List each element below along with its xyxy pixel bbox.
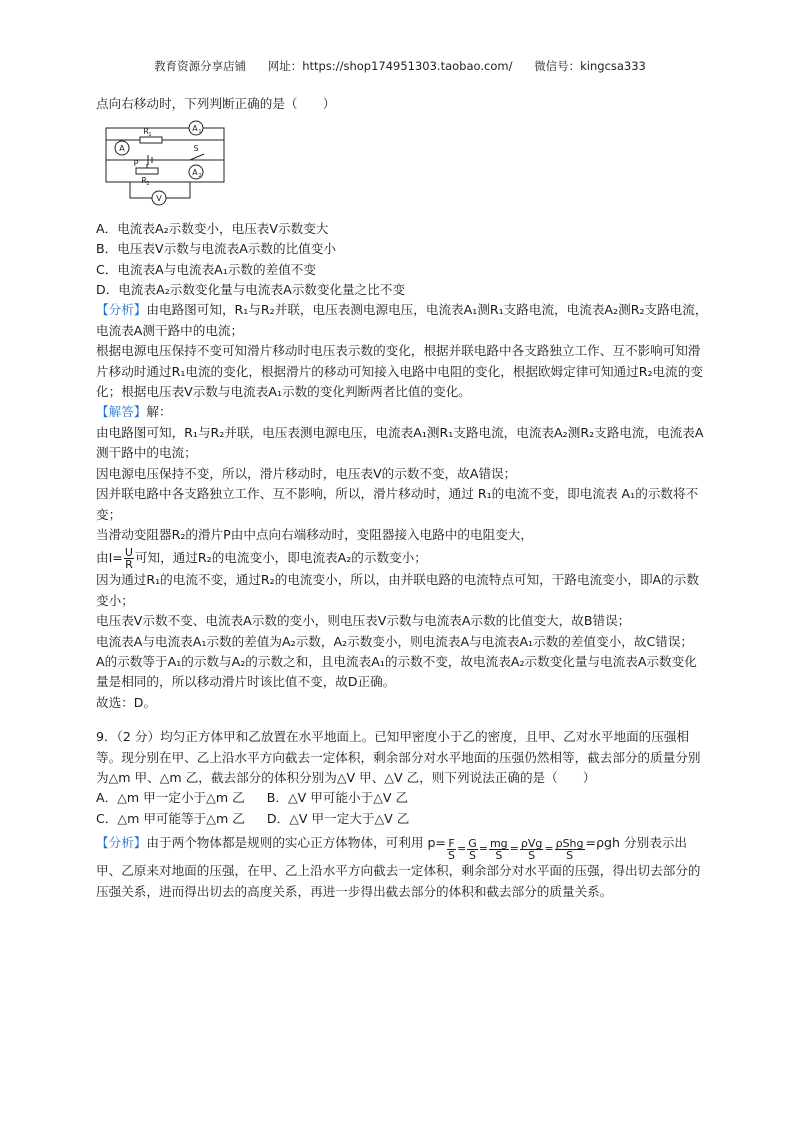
r2-label: R	[141, 176, 147, 186]
analysis-tag: 【分析】	[96, 302, 147, 318]
frac-den: S	[468, 849, 476, 863]
answer-tag: 【解答】	[96, 404, 147, 420]
frac-num: ρShg	[555, 837, 584, 851]
a1-sub: 1	[198, 129, 202, 136]
eq-sign: =	[478, 842, 488, 856]
q9-analysis-pre: 由于两个物体都是规则的实心正方体物体，可利用 p=	[146, 835, 446, 851]
frac-den: S	[566, 849, 574, 863]
q8-solution-1: 由电路图可知，R₁与R₂并联，电压表测电源电压，电流表A₁测R₁支路电流，电流表A₂测R₂支路电流，电流表A测干路中的电流；	[96, 424, 704, 461]
s-label: S	[193, 144, 199, 154]
q8-solution-6: 因为通过R₁的电流不变，通过R₂的电流变小，所以，由并联电路的电流特点可知，干路电流变小，即A的示数变小；	[96, 572, 699, 608]
q8-option-b: B．电压表V示数与电流表A示数的比值变小	[96, 241, 336, 257]
r1-sub: 1	[148, 132, 152, 139]
eq-sign: =	[544, 842, 554, 856]
shop-url: 网址：https://shop174951303.taobao.com/	[267, 59, 513, 73]
q8-solution-8: 电流表A与电流表A₁示数的差值为A₂示数，A₂示数变小，则电流表A与电流表A₁示数的差值变小，故C错误；	[96, 633, 694, 649]
q9-option-a: A．△m 甲一定小于△m 乙	[96, 790, 245, 806]
frac-f-s	[447, 838, 456, 861]
p-label: P	[133, 159, 139, 169]
spacer	[96, 713, 708, 727]
a-label: A	[119, 144, 125, 154]
q8-solution-4: 当滑动变阻器R₂的滑片P由中点向右端移动时，变阻器接入电路中的电阻变大，	[96, 526, 533, 542]
q9-options-row-2	[96, 809, 708, 829]
r2-sub: 2	[146, 181, 150, 188]
wechat-id: 微信号：kingcsa333	[534, 59, 646, 73]
ohm-numerator: U	[124, 546, 133, 560]
r1-label: R	[143, 127, 149, 137]
a2-label: A	[192, 168, 198, 178]
q9-options-row-1	[96, 788, 708, 808]
frac-den: S	[495, 849, 503, 863]
frac-g-s	[467, 838, 478, 861]
eq-sign: =	[509, 842, 519, 856]
rho-g-h: =ρgh 分别	[585, 835, 650, 851]
q8-answer-head	[96, 402, 708, 422]
q8-option-d: D．电流表A₂示数变化量与电流表A示数变化量之比不变	[96, 282, 406, 298]
q8-solution-3: 因并联电路中各支路独立工作、互不影响，所以，滑片移动时，通过 R₁的电流不变，即电流表 A₁的示数将不变；	[96, 486, 699, 522]
q9-stem: 9．（2 分）均匀正方体甲和乙放置在水平地面上。已知甲密度小于乙的密度，且甲、乙对水平地面的压强相等。现分别在甲、乙上沿水平方向截去一定体积，剩余部分对水平地面的压强仍然相等，截去部分的质量分别为△m 甲、△m 乙，截去部分的体积分别为△V 甲、△V 乙，则下列说法正确的是（ ）	[96, 729, 701, 785]
answer-tag-tail: 解：	[146, 404, 172, 420]
q8-solution-9: A的示数等于A₁的示数与A₂的示数之和，且电流表A₁的示数不变，故电流表A₂示数变化量与电流表A示数变化量是相同的，所以移动滑片时该比值不变，故D正确。	[96, 653, 697, 690]
ohm-law-prefix: 由I=	[96, 550, 123, 566]
v-label: V	[156, 194, 162, 204]
q8-stem-tail: 点向右移动时，下列判断正确的是（ ）	[96, 96, 336, 111]
frac-den: S	[528, 849, 536, 863]
eq-sign: =	[456, 842, 467, 856]
frac-num: mg	[489, 837, 508, 851]
frac-mg-s	[489, 838, 509, 861]
page-header	[0, 58, 800, 74]
q9-analysis-tag: 【分析】	[96, 835, 147, 851]
ohm-fraction	[124, 547, 134, 570]
document-body	[96, 94, 708, 902]
a1-label: A	[192, 124, 198, 134]
a2-sub: 2	[198, 173, 202, 180]
frac-den: S	[448, 849, 455, 863]
q8-analysis	[96, 300, 708, 341]
q8-final-choice: 故选：D。	[96, 694, 157, 710]
q8-option-a: A．电流表A₂示数变小，电压表V示数变大	[96, 220, 329, 236]
frac-num: ρVg	[520, 837, 543, 851]
q8-option-c: C．电流表A与电流表A₁示数的差值不变	[96, 261, 316, 277]
q9-option-d: D．△V 甲一定大于△V 乙	[266, 810, 410, 826]
q8-solution-5	[96, 547, 708, 570]
ohm-law-suffix: 可知，通过R₂的电流变小，即电流表A₂的示数变小；	[134, 550, 427, 566]
q8-analysis-2: 根据电源电压保持不变可知滑片移动时电压表示数的变化，根据并联电路中各支路独立工作、互不影响可知滑片移动时通过R₁电流的变化，根据滑片的移动可知接入电路中电阻的变化，根据欧姆定律可知通过R₂电流的变化；根据电压表V示数与电流表A₁示数的变化判断两者比值的变化。	[96, 343, 703, 400]
frac-rvg-s	[520, 838, 544, 861]
q9-analysis-post: 表示出甲、乙原来对地面的压强，在甲、乙上沿水平方向截去一定体积，剩余部分对水平面的压强，得出切去部分的压强关系，进而得出切去的高度关系，再进一步得出截去部分的体积和截去部分的质量关系。	[96, 835, 701, 899]
ohm-denominator: R	[125, 558, 133, 572]
pressure-formula	[446, 838, 586, 861]
circuit-diagram	[100, 120, 230, 208]
frac-rshg-s	[555, 838, 585, 861]
shop-name: 教育资源分享店铺	[154, 59, 247, 73]
q9-option-b: B．△V 甲可能小于△V 乙	[266, 790, 409, 806]
frac-num: F	[448, 837, 455, 851]
frac-num: G	[468, 837, 477, 851]
q9-analysis	[96, 833, 708, 902]
q8-analysis-1: 由电路图可知，R₁与R₂并联，电压表测电源电压，电流表A₁测R₁支路电流，电流表A₂测R₂支路电流，电流表A测干路中的电流；	[96, 302, 708, 338]
q8-solution-7: 电压表V示数不变、电流表A示数的变小，则电压表V示数与电流表A示数的比值变大，故B错误；	[96, 613, 631, 629]
q9-option-c: C．△m 甲可能等于△m 乙	[96, 810, 245, 826]
q8-solution-2: 因电源电压保持不变，所以，滑片移动时，电压表V的示数不变，故A错误；	[96, 465, 517, 481]
